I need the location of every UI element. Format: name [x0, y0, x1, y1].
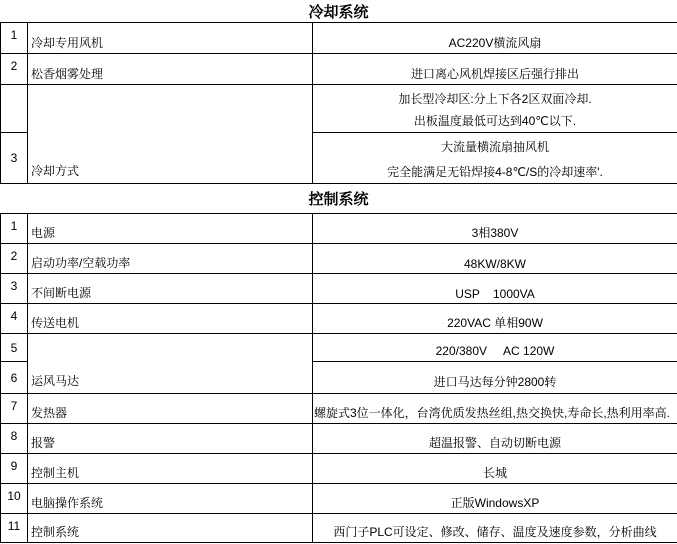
row-value: 48KW/8KW	[463, 257, 526, 271]
row-number: 11	[1, 514, 28, 542]
row-number: 3	[10, 151, 18, 165]
row-label: 运风马达	[28, 334, 313, 393]
section-title-control: 控制系统	[308, 190, 369, 208]
table-row	[1, 244, 677, 274]
table-row-merged	[1, 334, 677, 394]
row-value-cell	[313, 133, 677, 183]
row-value-column	[313, 334, 677, 393]
row-label: 启动功率/空载功率	[28, 244, 313, 273]
row-number: 2	[1, 54, 28, 84]
table-row	[1, 304, 677, 334]
row-value: 进口离心风机焊接区后强行排出	[410, 67, 579, 81]
table-row	[1, 424, 677, 454]
table-row	[1, 394, 677, 424]
row-label: 控制系统	[28, 514, 313, 542]
row-label: 传送电机	[28, 304, 313, 333]
row-label: 控制主机	[28, 454, 313, 483]
section-title-cooling: 冷却系统	[308, 3, 369, 21]
row-number: 1	[1, 214, 28, 243]
table-row-merged	[1, 85, 677, 184]
row-number: 7	[1, 394, 28, 423]
row-number: 6	[10, 370, 18, 385]
row-label: 电源	[28, 214, 313, 243]
row-number: 10	[1, 484, 28, 513]
row-label: 电脑操作系统	[28, 484, 313, 513]
control-table	[0, 213, 677, 543]
value-line: 大流量横流扇抽风机	[440, 140, 549, 154]
row-number-column	[1, 334, 28, 393]
table-row	[1, 214, 677, 244]
row-value: 3相380V	[471, 226, 519, 240]
table-row	[1, 23, 677, 54]
row-label: 发热器	[28, 394, 313, 423]
row-value: USP 1000VA	[455, 287, 535, 301]
row-number: 4	[1, 304, 28, 333]
value-line: 加长型冷却区:分上下各2区双面冷却.	[398, 92, 592, 106]
row-value: AC220V横流风扇	[448, 36, 542, 50]
table-row	[1, 454, 677, 484]
cooling-table	[0, 22, 677, 184]
value-line: 完全能满足无铅焊接4-8℃/S的冷却速率'.	[387, 165, 603, 179]
row-label: 冷却方式	[28, 85, 313, 183]
row-value: 220VAC 单相90W	[447, 316, 543, 330]
row-value: 长城	[482, 466, 507, 480]
row-label: 报警	[28, 424, 313, 453]
row-value: 正版WindowsXP	[450, 496, 540, 510]
row-value-cell	[313, 85, 677, 133]
table-row	[1, 274, 677, 304]
row-number-empty	[1, 85, 27, 133]
row-label: 松香烟雾处理	[28, 54, 313, 84]
row-label: 不间断电源	[28, 274, 313, 303]
row-number: 3	[1, 274, 28, 303]
row-number: 8	[1, 424, 28, 453]
row-number: 5	[1, 334, 27, 362]
row-value-column	[313, 85, 677, 183]
row-value: 螺旋式3位一体化，台湾优质发热丝组,热交换快,寿命长,热利用率高.	[314, 406, 671, 420]
table-row	[1, 514, 677, 543]
row-label: 冷却专用风机	[28, 23, 313, 53]
row-value: 西门子PLC可设定、修改、储存、温度及速度参数，分析曲线	[333, 525, 657, 539]
row-number: 2	[1, 244, 28, 273]
row-value: 超温报警、自动切断电源	[428, 436, 561, 450]
row-value: 进口马达每分钟2800转	[433, 375, 557, 389]
table-row	[1, 484, 677, 514]
row-number: 1	[1, 23, 28, 53]
row-value: 220/380V AC 120W	[313, 334, 677, 362]
row-number-column	[1, 85, 28, 183]
row-number: 9	[1, 454, 28, 483]
value-line: 出板温度最低可达到40℃以下.	[413, 114, 577, 128]
table-row	[1, 54, 677, 85]
